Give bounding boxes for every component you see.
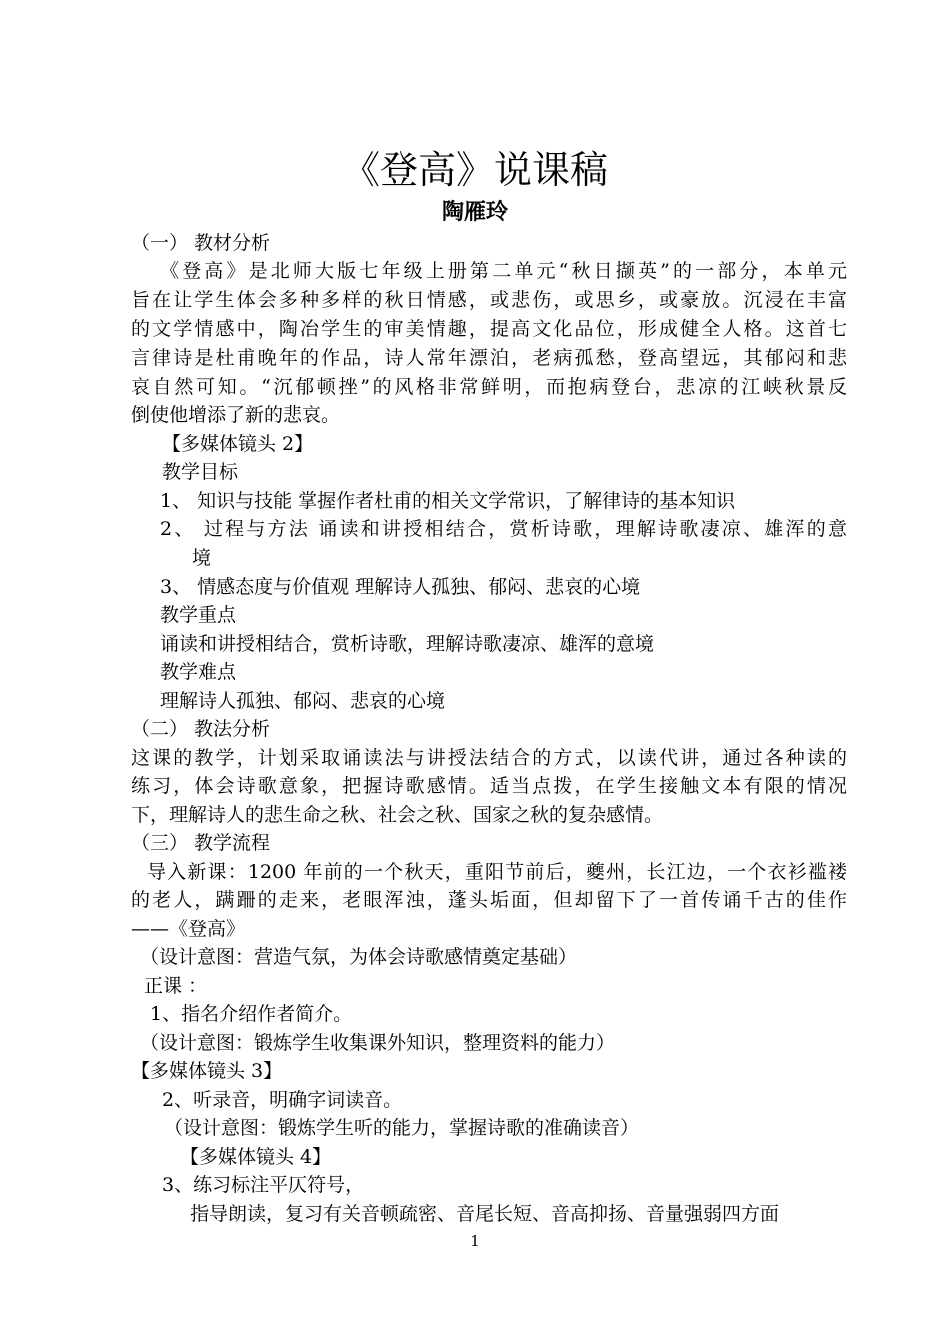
section-heading: （一） 教材分析 [131, 232, 271, 254]
multimedia-note: 【多媒体镜头 4】 [180, 1146, 332, 1168]
subheading: 教学重点 [160, 604, 237, 626]
paragraph-line: 言律诗是杜甫晚年的作品，诗人常年漂泊，老病孤愁，登高望远，其郁闷和悲 [131, 347, 847, 369]
design-intent: （设计意图：锻炼学生收集课外知识，整理资料的能力） [140, 1032, 616, 1054]
list-item: 3、练习标注平仄符号， [162, 1174, 365, 1196]
paragraph-line: 理解诗人孤独、郁闷、悲哀的心境 [160, 690, 446, 712]
paragraph-line: 旨在让学生体会多种多样的秋日情感，或悲伤，或思乡，或豪放。沉浸在丰富 [131, 289, 847, 311]
paragraph-line: 诵读和讲授相结合，赏析诗歌，理解诗歌凄凉、雄浑的意境 [160, 633, 655, 655]
subheading: 教学目标 [162, 461, 239, 483]
author-name: 陶雁玲 [441, 200, 508, 225]
section-heading: （二） 教法分析 [131, 718, 271, 740]
subheading: 教学难点 [160, 661, 237, 683]
list-item-continuation: 境 [192, 547, 212, 569]
subheading: 正课 ： [144, 975, 208, 997]
paragraph-line: 导入新课：1200 年前的一个秋天，重阳节前后，夔州，长江边，一个衣衫褴褛 [147, 861, 847, 883]
page-number: 1 [470, 1232, 480, 1250]
multimedia-note: 【多媒体镜头 2】 [162, 433, 314, 455]
paragraph-line: 的文学情感中，陶冶学生的审美情趣，提高文化品位，形成健全人格。这首七 [131, 318, 847, 340]
paragraph-line: 哀自然可知。“沉郁顿挫”的风格非常鲜明，而抱病登台，悲凉的江峡秋景反 [131, 376, 847, 398]
list-item: 1、指名介绍作者简介。 [150, 1003, 353, 1025]
paragraph-line: 这课的教学，计划采取诵读法与讲授法结合的方式，以读代讲，通过各种读的 [131, 747, 847, 769]
paragraph-line: 的老人，蹒跚的走来，老眼浑浊，蓬头垢面，但却留下了一首传诵千古的佳作 [131, 889, 847, 911]
paragraph-line: 练习，体会诗歌意象，把握诗歌感情。适当点拨，在学生接触文本有限的情况 [131, 775, 847, 797]
paragraph-line: 下，理解诗人的悲生命之秋、社会之秋、国家之秋的复杂感情。 [131, 804, 664, 826]
multimedia-note: 【多媒体镜头 3】 [131, 1060, 283, 1082]
list-item: 2、 过程与方法 诵读和讲授相结合，赏析诗歌，理解诗歌凄凉、雄浑的意 [160, 518, 847, 540]
design-intent: （设计意图：锻炼学生听的能力，掌握诗歌的准确读音） [164, 1117, 640, 1139]
list-item: 1、 知识与技能 掌握作者杜甫的相关文学常识，了解律诗的基本知识 [160, 490, 736, 512]
paragraph-line: ——《登高》 [131, 918, 246, 940]
paragraph-line: 指导朗读，复习有关音顿疏密、音尾长短、音高抑扬、音量强弱四方面 [190, 1203, 780, 1225]
paragraph-line: 倒使他增添了新的悲哀。 [131, 404, 341, 426]
paragraph-line: 《登高》是北师大版七年级上册第二单元“秋日撷英”的一部分，本单元 [160, 260, 847, 282]
list-item: 2、听录音，明确字词读音。 [162, 1089, 403, 1111]
section-heading: （三） 教学流程 [131, 832, 271, 854]
design-intent: （设计意图：营造气氛，为体会诗歌感情奠定基础） [140, 946, 578, 968]
list-item: 3、 情感态度与价值观 理解诗人孤独、郁闷、悲哀的心境 [160, 576, 641, 598]
document-title: 《登高》说课稿 [341, 148, 608, 192]
